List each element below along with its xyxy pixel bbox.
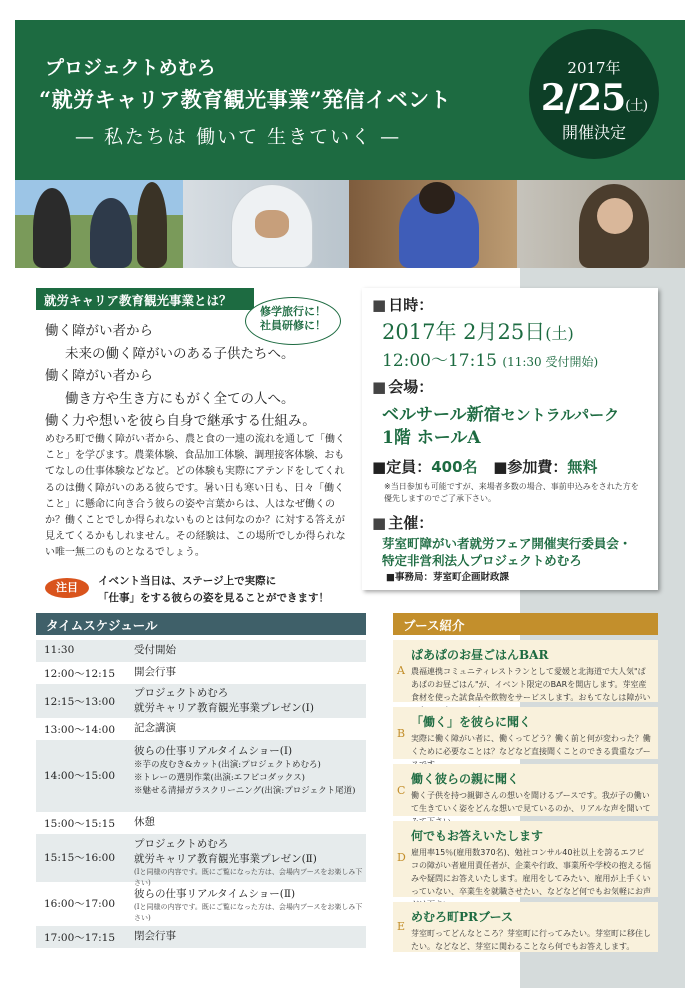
photo-restaurant-staff [517, 180, 685, 268]
venue-name: ベルサール新宿セントラルパーク [382, 405, 620, 425]
event-date: 2017年 2月25日(土) [382, 320, 574, 344]
booth-card-d: D 何でもお答えいたします 雇用率15％(雇用数370名)、勉社コンサル40社以上を誇るエフピコの障がい者雇用責任者が、企業や行政、事業所や学校の抱える悩みや疑問にお答えいたします。雇用をしてみたい、雇用が上手くいっていない、卒業生を就職させたい、などなど何でもお気軽にお声 [393, 821, 658, 897]
about-section-title: 就労キャリア教育観光事業とは？ [36, 288, 254, 310]
badge-status: 開催決定 [561, 123, 626, 142]
event-info-box [362, 288, 658, 590]
date-badge [529, 29, 659, 159]
organizer-line: 特定非営利法人プロジェクトめむろ [382, 553, 582, 568]
about-body-text: めむろ町で働く障がい者から、農と食の一連の流れを通して「働くこと」を学びます。農業体験、食品加工体験、調理接客体験、おもてなしの仕事体験などなど。どの体験も実際にアテンドをしてくれるのは働く障がいのある彼らです。暑い日も寒い日も、日々「働くこと」に懸命に向き合う彼らの姿や言葉からは、人はなぜ働くのか？働くことでしか得られないものとは何なのか？に対する答えが見えてくるかもしれません。その経験は、この場所でしか得られない唯一無二のものとなるでしょう。 [45, 434, 346, 559]
table-row: 11:30 受付開始 [36, 640, 366, 662]
organizer-line: 芽室町障がい者就労フェア開催実行委員会・ [382, 536, 632, 551]
event-time: 12:00〜17:15 (11:30 受付開始) [382, 351, 599, 371]
poem-line: 働く力や想いを彼ら自身で継承する仕組み。 [45, 413, 316, 429]
header-tagline: — 私たちは 働いて 生きていく — [75, 126, 402, 148]
about-poem [45, 320, 355, 433]
venue-label: ■ 会場： [372, 378, 434, 396]
table-row: 15:00〜15:15 休憩 [44, 816, 155, 830]
organizer-label: ■ 主催： [372, 514, 434, 532]
booth-card-e: E めむろ町PRブース 芽室町ってどんなところ？芽室町に行ってみたい。芽室町に移住したい。などなど、芽室に関わることなら何でもお答えします。 [393, 902, 658, 952]
photo-cleaning-work [349, 180, 517, 268]
table-row: 12:15〜13:00 プロジェクトめむろ 就労キャリア教育観光事業プレゼン(Ⅰ) [36, 684, 366, 718]
poem-line: 働き方や生き方にもがく全ての人へ。 [65, 390, 295, 407]
notice-badge: 注目 [45, 578, 89, 598]
capacity-note: ※当日参加も可能ですが、来場者多数の場合、事前申込みをされた方を優先しますのでご了承下さい。 [384, 482, 639, 503]
photo-strip [15, 180, 685, 268]
photo-farm-work [15, 180, 183, 268]
booth-card-a: A ぱあぱのお昼ごはんBAR 農福連携コミュニティレストランとして愛媛と北海道で大人気"ぱあぱのお昼ごはん"が、イベント限定のBARを開店します。芽室産食材を使った試食品や飲物をサービスします。おもてなしは障がい [393, 640, 658, 702]
date-label: ■ 日時： [372, 296, 434, 314]
photo-food-processing [183, 180, 349, 268]
capacity-fee-row: ■定員：400名 ■参加費：無料 [372, 458, 598, 476]
target-bubble: 修学旅行に！ 社員研修に！ [245, 297, 341, 345]
poem-line: 働く障がい者から [45, 368, 153, 384]
schedule-title: タイムスケジュール [36, 613, 366, 635]
notice-text: イベント当日は、ステージ上で実際に 「仕事」をする彼らの姿を見ることができます！ [98, 575, 329, 604]
booth-card-b: B 「働く」を彼らに聞く 実際に働く障がい者に、働くってどう？働く前と何が変わった？働くために必要なことは？などなど直接聞くことのできる貴重なブー [393, 707, 658, 759]
badge-date: 2/25(土) [540, 77, 648, 119]
table-row: 14:00〜15:00 彼らの仕事リアルタイムショー(Ⅰ) ※芋の皮むき&カット(出演:プロジェクトめむろ) ※トレーの選別作業(出演:エフピコダックス) ※魅せる清掃ガラスクリーニング(出演:プロジェクト尾道) [36, 740, 366, 812]
venue-hall: 1階 ホールA [382, 428, 481, 448]
table-row: 17:00〜17:15 閉会行事 [36, 926, 366, 948]
table-row: 13:00〜14:00 記念講演 [44, 722, 176, 736]
table-row: 12:00〜12:15 開会行事 [44, 666, 176, 680]
header-event-title: “就労キャリア教育観光事業”発信イベント [39, 87, 452, 112]
poem-line: 未来の働く障がいのある子供たちへ。 [65, 345, 295, 362]
badge-year: 2017年 [567, 59, 621, 77]
booth-section-title: ブース紹介 [393, 613, 658, 635]
table-row: 16:00〜17:00 彼らの仕事リアルタイムショー(Ⅱ) (Ⅰと同様の内容です。既にご覧になった方は、会場内ブースをお楽しみ下さい) [44, 888, 363, 922]
office-info: ■事務局：芽室町企画財政課 [386, 572, 509, 583]
header-project-name: プロジェクトめむろ [45, 57, 216, 79]
table-row: 15:15〜16:00 プロジェクトめむろ 就労キャリア教育観光事業プレゼン(Ⅱ) (Ⅰと同様の内容です。既にご覧になった方は、会場内ブースをお楽しみ下さい) [36, 834, 366, 882]
poem-line: 働く障がい者から [45, 323, 153, 339]
booth-card-c: C 働く彼らの親に聞く 働く子供を持つ親御さんの想いを聞けるブースです。我が子の働いて生きていく姿をどんな想いで見ているのか、リアルな声を聞いて [393, 764, 658, 816]
